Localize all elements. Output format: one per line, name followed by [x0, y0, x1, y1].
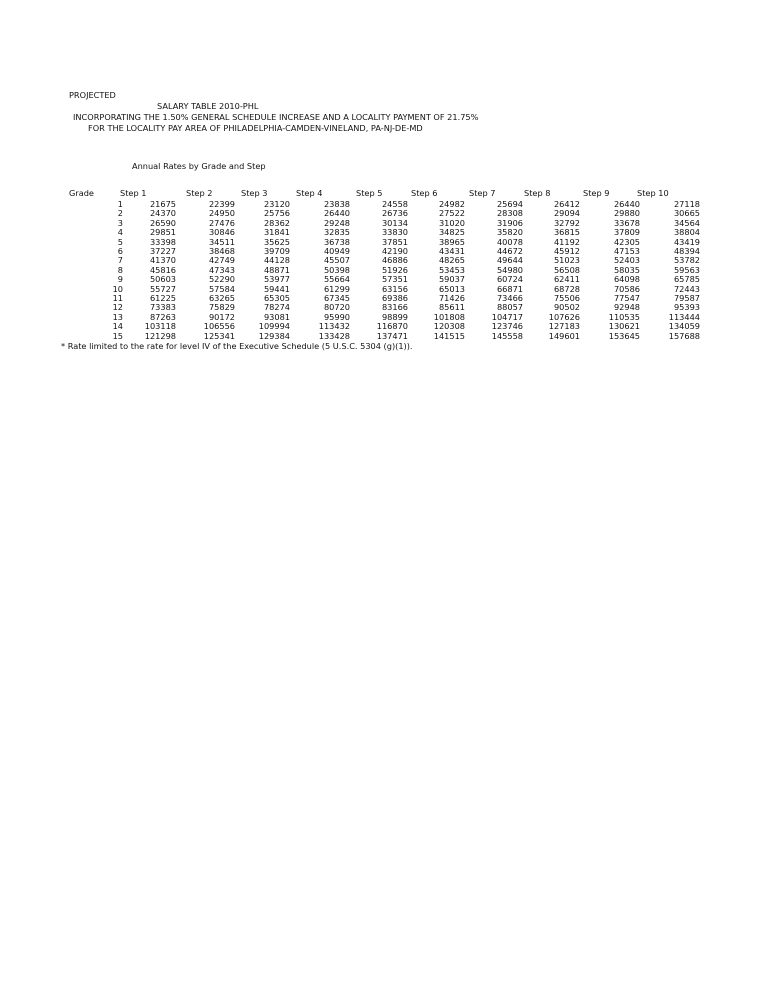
table-row	[0, 331, 768, 341]
salary-cell: 45507	[323, 255, 350, 266]
salary-cell: 29880	[613, 208, 640, 219]
salary-cell: 30846	[208, 227, 235, 238]
salary-cell: 88057	[496, 302, 523, 313]
salary-cell: 53782	[673, 255, 700, 266]
grade-cell: 12	[112, 302, 123, 313]
salary-cell: 67345	[323, 293, 350, 303]
salary-cell: 48265	[438, 255, 465, 266]
salary-cell: 43419	[673, 236, 700, 247]
salary-cell: 77547	[613, 293, 640, 303]
salary-cell: 48394	[673, 246, 700, 256]
salary-cell: 25694	[496, 199, 523, 209]
salary-cell: 73466	[496, 293, 523, 303]
salary-cell: 45912	[553, 246, 580, 256]
salary-cell: 137471	[376, 330, 408, 341]
salary-cell: 27476	[208, 217, 235, 228]
salary-cell: 113432	[318, 321, 350, 332]
grade-cell: 11	[112, 293, 123, 303]
salary-cell: 106556	[203, 321, 235, 332]
salary-cell: 34825	[438, 227, 465, 238]
salary-cell: 80720	[323, 302, 350, 313]
salary-cell: 113444	[668, 311, 700, 322]
salary-cell: 27118	[673, 199, 700, 209]
salary-cell: 26590	[149, 217, 176, 228]
salary-cell: 141515	[433, 330, 465, 341]
grade-cell: 2	[117, 208, 123, 219]
salary-cell: 31841	[263, 227, 290, 238]
salary-cell: 33398	[149, 236, 176, 247]
salary-cell: 29851	[149, 227, 176, 238]
salary-cell: 35820	[496, 227, 523, 238]
salary-cell: 59037	[438, 274, 465, 285]
grade-column-header: Grade	[69, 188, 94, 198]
salary-cell: 90172	[208, 311, 235, 322]
salary-cell: 38804	[673, 227, 700, 238]
salary-cell: 30665	[673, 208, 700, 219]
salary-cell: 75829	[208, 302, 235, 313]
salary-cell: 26440	[613, 199, 640, 209]
salary-cell: 59441	[263, 283, 290, 294]
salary-cell: 60724	[496, 274, 523, 285]
salary-cell: 24982	[438, 199, 465, 209]
step-header-5: Step 5	[356, 188, 383, 198]
salary-cell: 63156	[381, 283, 408, 294]
step-header-10: Step 10	[637, 188, 669, 198]
step-header-4: Step 4	[296, 188, 323, 198]
salary-cell: 49644	[496, 255, 523, 266]
salary-cell: 107626	[548, 311, 580, 322]
salary-cell: 28308	[496, 208, 523, 219]
salary-cell: 116870	[376, 321, 408, 332]
salary-cell: 54980	[496, 264, 523, 275]
salary-cell: 31906	[496, 217, 523, 228]
salary-cell: 53977	[263, 274, 290, 285]
step-header-7: Step 7	[469, 188, 496, 198]
salary-cell: 149601	[548, 330, 580, 341]
salary-cell: 133428	[318, 330, 350, 341]
salary-cell: 42749	[208, 255, 235, 266]
salary-cell: 25756	[263, 208, 290, 219]
salary-cell: 24950	[208, 208, 235, 219]
step-header-6: Step 6	[411, 188, 438, 198]
footnote: * Rate limited to the rate for level IV of the Executive Schedule (5 U.S.C. 5304 (g)(1)).	[61, 341, 413, 351]
table-subtitle: Annual Rates by Grade and Step	[132, 161, 266, 171]
salary-cell: 43431	[438, 246, 465, 256]
salary-cell: 62411	[553, 274, 580, 285]
salary-cell: 44128	[263, 255, 290, 266]
header-table-title: SALARY TABLE 2010-PHL	[157, 101, 259, 111]
step-header-2: Step 2	[186, 188, 213, 198]
header-increase-description: INCORPORATING THE 1.50% GENERAL SCHEDULE INCREASE AND A LOCALITY PAYMENT OF 21.75%	[73, 112, 479, 122]
salary-cell: 56508	[553, 264, 580, 275]
salary-cell: 87263	[149, 311, 176, 322]
salary-cell: 29094	[553, 208, 580, 219]
salary-cell: 37851	[381, 236, 408, 247]
salary-cell: 23838	[323, 199, 350, 209]
salary-cell: 26736	[381, 208, 408, 219]
salary-cell: 34511	[208, 236, 235, 247]
salary-cell: 41192	[553, 236, 580, 247]
salary-cell: 125341	[203, 330, 235, 341]
salary-cell: 93081	[263, 311, 290, 322]
salary-cell: 24558	[381, 199, 408, 209]
salary-cell: 157688	[668, 330, 700, 341]
salary-cell: 57584	[208, 283, 235, 294]
salary-cell: 26412	[553, 199, 580, 209]
step-header-9: Step 9	[583, 188, 610, 198]
salary-cell: 38965	[438, 236, 465, 247]
salary-cell: 53453	[438, 264, 465, 275]
salary-cell: 48871	[263, 264, 290, 275]
salary-cell: 79587	[673, 293, 700, 303]
salary-cell: 31020	[438, 217, 465, 228]
salary-cell: 145558	[491, 330, 523, 341]
salary-cell: 69386	[381, 293, 408, 303]
grade-cell: 8	[117, 264, 123, 275]
salary-cell: 75506	[553, 293, 580, 303]
salary-cell: 104717	[491, 311, 523, 322]
grade-cell: 3	[117, 217, 123, 228]
salary-cell: 61299	[323, 283, 350, 294]
grade-cell: 5	[117, 236, 123, 247]
salary-cell: 39709	[263, 246, 290, 256]
header-locality-area: FOR THE LOCALITY PAY AREA OF PHILADELPHIA-CAMDEN-VINELAND, PA-NJ-DE-MD	[88, 123, 423, 133]
salary-cell: 109994	[258, 321, 290, 332]
salary-cell: 101808	[433, 311, 465, 322]
salary-cell: 85611	[438, 302, 465, 313]
salary-cell: 127183	[548, 321, 580, 332]
salary-cell: 58035	[613, 264, 640, 275]
salary-cell: 95393	[673, 302, 700, 313]
salary-cell: 66871	[496, 283, 523, 294]
salary-cell: 83166	[381, 302, 408, 313]
salary-cell: 32792	[553, 217, 580, 228]
grade-cell: 6	[117, 246, 123, 256]
salary-cell: 33830	[381, 227, 408, 238]
grade-cell: 10	[112, 283, 123, 294]
salary-cell: 41370	[149, 255, 176, 266]
salary-cell: 78274	[263, 302, 290, 313]
salary-cell: 32835	[323, 227, 350, 238]
salary-cell: 38468	[208, 246, 235, 256]
step-header-1: Step 1	[120, 188, 147, 198]
salary-cell: 33678	[613, 217, 640, 228]
salary-cell: 68728	[553, 283, 580, 294]
salary-cell: 40078	[496, 236, 523, 247]
salary-cell: 30134	[381, 217, 408, 228]
salary-cell: 52403	[613, 255, 640, 266]
salary-cell: 92948	[613, 302, 640, 313]
salary-cell: 65013	[438, 283, 465, 294]
grade-cell: 1	[117, 199, 123, 209]
salary-cell: 21675	[149, 199, 176, 209]
salary-cell: 63265	[208, 293, 235, 303]
salary-cell: 52290	[208, 274, 235, 285]
salary-cell: 24370	[149, 208, 176, 219]
grade-cell: 14	[112, 321, 123, 332]
salary-cell: 50398	[323, 264, 350, 275]
salary-cell: 26440	[323, 208, 350, 219]
grade-cell: 9	[117, 274, 123, 285]
salary-cell: 46886	[381, 255, 408, 266]
salary-cell: 50603	[149, 274, 176, 285]
grade-cell: 13	[112, 311, 123, 322]
salary-cell: 130621	[608, 321, 640, 332]
grade-cell: 15	[112, 330, 123, 341]
salary-cell: 90502	[553, 302, 580, 313]
salary-cell: 95990	[323, 311, 350, 322]
salary-cell: 36738	[323, 236, 350, 247]
salary-cell: 37227	[149, 246, 176, 256]
salary-cell: 34564	[673, 217, 700, 228]
salary-cell: 28362	[263, 217, 290, 228]
grade-cell: 7	[117, 255, 123, 266]
header-projected: PROJECTED	[69, 90, 116, 100]
salary-cell: 35625	[263, 236, 290, 247]
salary-cell: 98899	[381, 311, 408, 322]
salary-cell: 121298	[144, 330, 176, 341]
salary-cell: 61225	[149, 293, 176, 303]
salary-cell: 55727	[149, 283, 176, 294]
salary-cell: 64098	[613, 274, 640, 285]
salary-cell: 40949	[323, 246, 350, 256]
salary-cell: 37809	[613, 227, 640, 238]
step-header-8: Step 8	[524, 188, 551, 198]
salary-cell: 42305	[613, 236, 640, 247]
salary-cell: 29248	[323, 217, 350, 228]
grade-cell: 4	[117, 227, 123, 238]
salary-cell: 55664	[323, 274, 350, 285]
salary-cell: 120308	[433, 321, 465, 332]
salary-cell: 27522	[438, 208, 465, 219]
salary-cell: 47343	[208, 264, 235, 275]
salary-cell: 57351	[381, 274, 408, 285]
salary-cell: 72443	[673, 283, 700, 294]
salary-cell: 134059	[668, 321, 700, 332]
salary-cell: 153645	[608, 330, 640, 341]
salary-cell: 129384	[258, 330, 290, 341]
salary-cell: 71426	[438, 293, 465, 303]
salary-cell: 44672	[496, 246, 523, 256]
salary-cell: 73383	[149, 302, 176, 313]
salary-cell: 45816	[149, 264, 176, 275]
salary-cell: 110535	[608, 311, 640, 322]
salary-cell: 22399	[208, 199, 235, 209]
salary-cell: 103118	[144, 321, 176, 332]
salary-cell: 51023	[553, 255, 580, 266]
salary-cell: 59563	[673, 264, 700, 275]
salary-cell: 70586	[613, 283, 640, 294]
salary-cell: 47153	[613, 246, 640, 256]
salary-cell: 36815	[553, 227, 580, 238]
salary-cell: 42190	[381, 246, 408, 256]
salary-cell: 23120	[263, 199, 290, 209]
salary-cell: 51926	[381, 264, 408, 275]
salary-cell: 123746	[491, 321, 523, 332]
salary-cell: 65305	[263, 293, 290, 303]
step-header-3: Step 3	[241, 188, 268, 198]
salary-cell: 65785	[673, 274, 700, 285]
